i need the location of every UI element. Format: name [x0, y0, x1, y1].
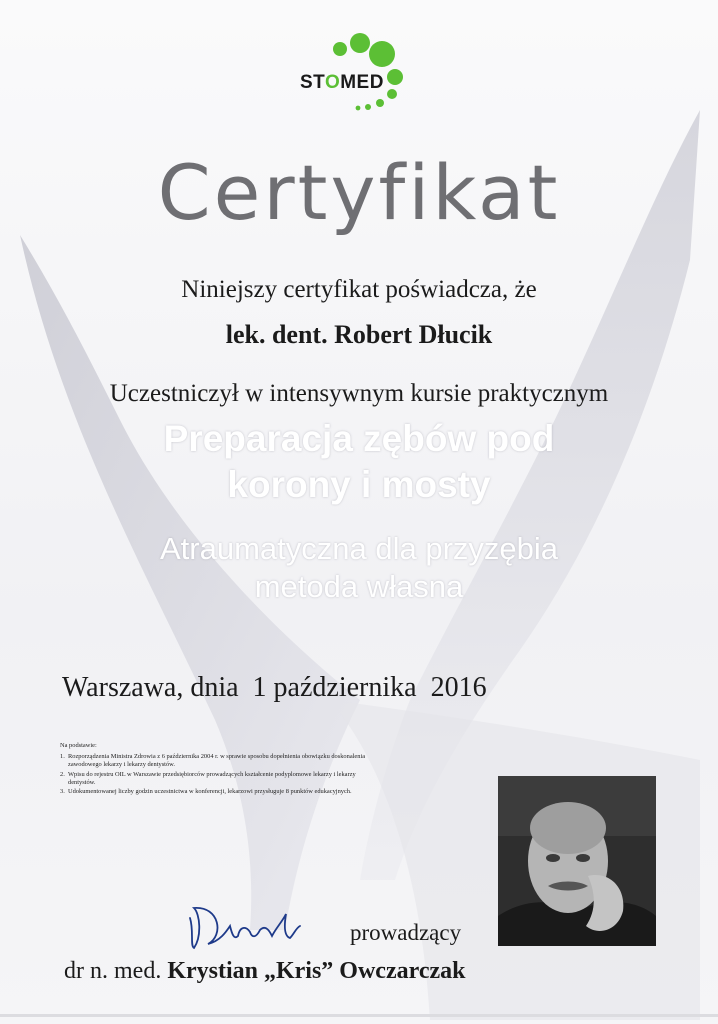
course-title-line2: korony i mosty — [227, 464, 491, 505]
legal-basis-number: 2. — [60, 770, 65, 778]
bottom-edge — [0, 1014, 718, 1017]
course-subtitle-line2: metoda własna — [254, 569, 464, 604]
lecturer-title: dr n. med. — [64, 958, 162, 984]
lecturer-portrait-graphic — [498, 776, 656, 946]
legal-basis-number: 3. — [60, 788, 65, 796]
stomed-logo — [292, 32, 417, 122]
role-label: prowadzący — [350, 920, 462, 945]
legal-basis-item — [60, 788, 380, 796]
course-title-line1: Preparacja zębów pod — [163, 418, 555, 459]
legal-basis-text: Rozporządzenia Ministra Zdrowia z 6 października 2004 r. w sprawie sposobu dopełnienia obowiązku doskonalenia zawodowego lekarzy i lekarzy dentystów. — [68, 753, 366, 769]
certificate-title: Certyfikat — [157, 148, 561, 237]
lecturer-photo — [498, 776, 656, 946]
legal-basis-notes — [60, 742, 380, 797]
logo-wordmark: STOMED — [300, 72, 384, 93]
participation-text: Uczestniczył w intensywnym kursie praktycznym — [109, 380, 609, 407]
legal-basis-item — [60, 753, 380, 769]
legal-basis-text: Udokumentowanej liczby godzin uczestnictwa w konferencji, lekarzowi przysługuje 8 punktów edukacyjnych. — [68, 788, 352, 796]
issue-date: Warszawa, dnia 1 października 2016 — [62, 672, 487, 703]
legal-basis-text: Wpisu do rejestru OIL w Warszawie przedsiębiorców prowadzących kształcenie podyplomowe lekarzy i lekarzy dentystów. — [68, 770, 356, 786]
lecturer-name: Krystian „Kris” Owczarczak — [167, 958, 466, 984]
legal-basis-number: 1. — [60, 753, 65, 761]
legal-basis-heading: Na podstawie: — [60, 742, 97, 749]
signature-graphic — [180, 896, 305, 956]
recipient-name: lek. dent. Robert Dłucik — [225, 320, 493, 349]
course-subtitle-line1: Atraumatyczna dla przyzębia — [159, 531, 559, 566]
legal-basis-item — [60, 771, 380, 787]
lecturer-line — [64, 958, 465, 985]
intro-text: Niniejszy certyfikat poświadcza, że — [181, 276, 537, 303]
